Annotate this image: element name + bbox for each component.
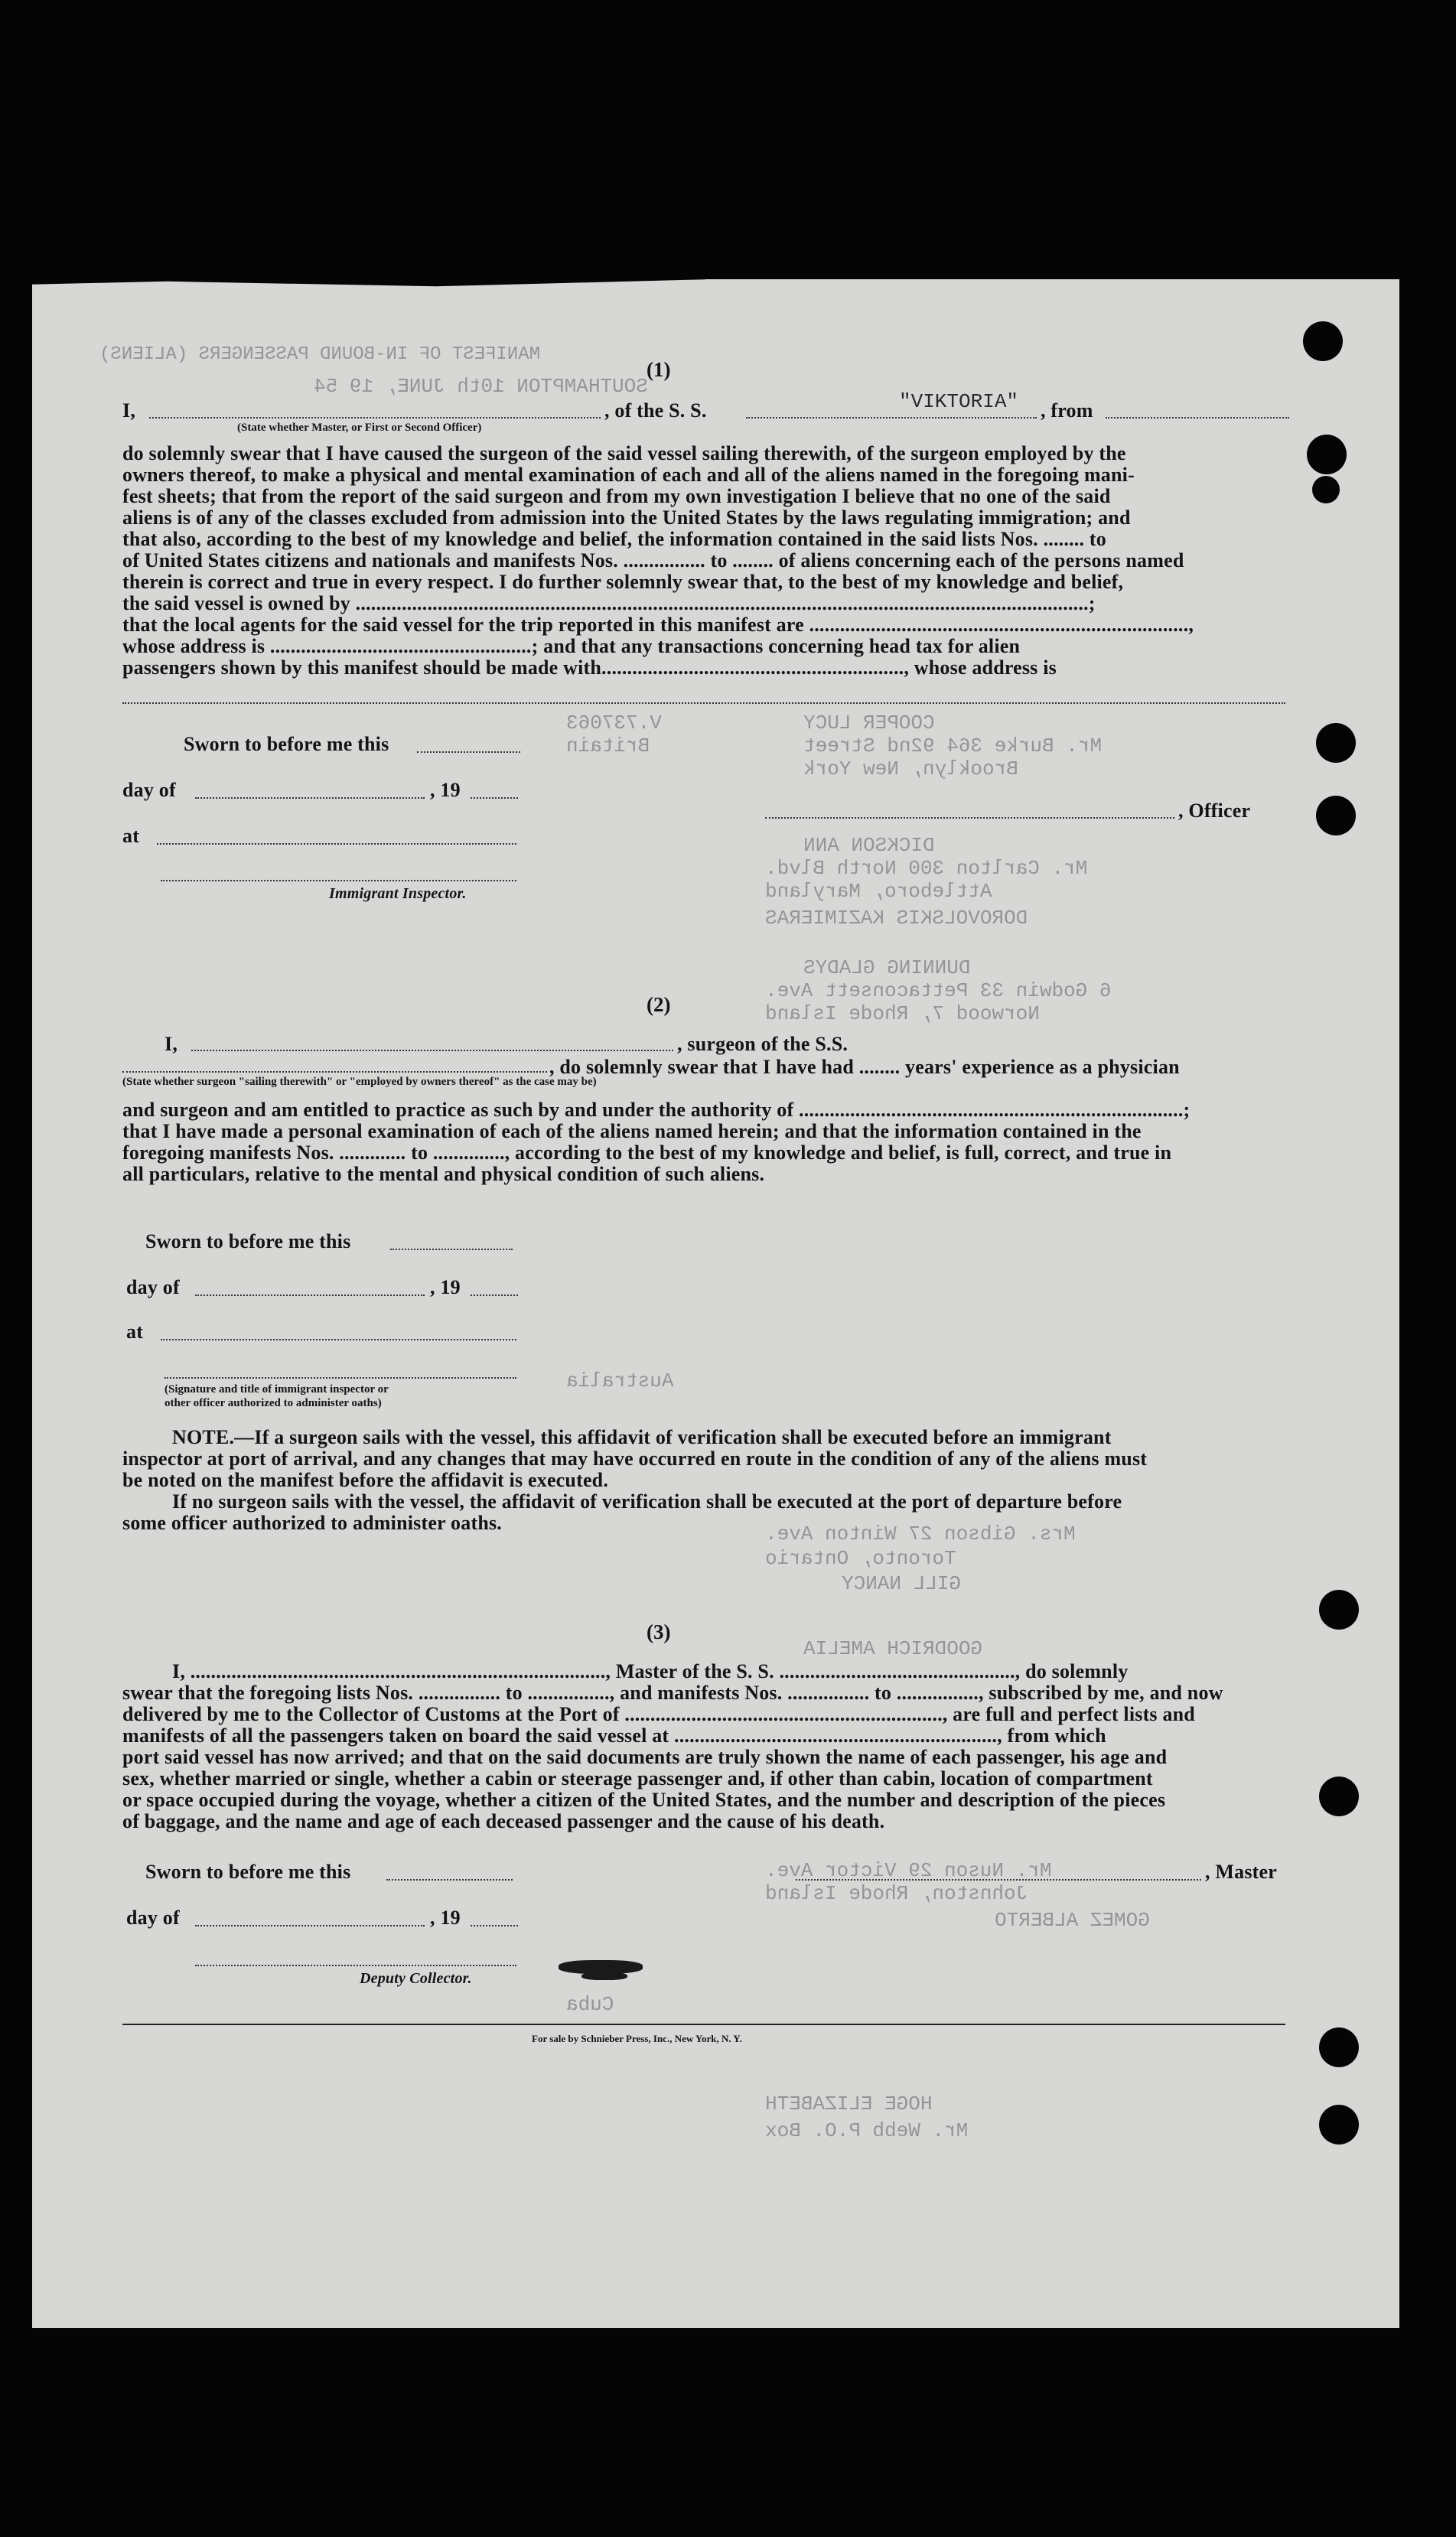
- sworn-place-field[interactable]: [161, 1339, 516, 1340]
- punch-hole: [1316, 796, 1356, 835]
- bleed-through-text: DOROVOLSKIS KAZIMIERAS: [765, 907, 1028, 930]
- inspector-signature-field[interactable]: [164, 1377, 516, 1379]
- sworn-label: Sworn to before me this: [145, 1861, 351, 1883]
- bleed-through-text: Mr. Burke 364 92nd Street: [803, 734, 1103, 757]
- oath-text: passengers shown by this manifest should be made with..........................................................., whose address is: [122, 656, 1057, 679]
- oath-text: swear that the foregoing lists Nos. ................ to ................, and manifests Nos. ................ to ................, subscribed by me, and now: [122, 1682, 1223, 1704]
- year-label: , 19: [430, 1907, 461, 1929]
- sworn-year-field[interactable]: [471, 1295, 518, 1296]
- section-number: (2): [647, 993, 671, 1016]
- bleed-through-text: SOUTHAMPTON 10th JUNE, 19 54: [314, 375, 648, 398]
- bottom-rule: [122, 2024, 1285, 2025]
- master-label: , Master: [1205, 1861, 1277, 1883]
- bleed-through-text: HOGE ELIZABETH: [765, 2092, 933, 2115]
- surgeon-of-label: , surgeon of the S.S.: [677, 1033, 849, 1055]
- oath-text: of baggage, and the name and age of each deceased passenger and the cause of his death.: [122, 1810, 885, 1832]
- bleed-through-text: Mrs. Gibson 27 Winton Ave.: [765, 1523, 1076, 1545]
- signature-line[interactable]: [122, 702, 1285, 704]
- day-of-label: day of: [126, 1276, 180, 1298]
- oath-opening: I,: [164, 1033, 178, 1055]
- master-signature-field[interactable]: [796, 1879, 1201, 1881]
- note-text: NOTE.—If a surgeon sails with the vessel, this affidavit of verification shall be executed before an immigrant: [172, 1426, 1112, 1448]
- note-text: If no surgeon sails with the vessel, the affidavit of verification shall be executed at the port of departure before: [172, 1490, 1122, 1513]
- oath-text: port said vessel has now arrived; and that on the said documents are truly shown the name of each passenger, his age and: [122, 1746, 1168, 1768]
- oath-text: that the local agents for the said vessel for the trip reported in this manifest are ..........................................................................,: [122, 614, 1194, 636]
- punch-hole: [1319, 2105, 1359, 2145]
- from-port-field[interactable]: [1106, 417, 1289, 418]
- sworn-month-field[interactable]: [195, 1925, 425, 1926]
- note-text: some officer authorized to administer oaths.: [122, 1512, 502, 1534]
- at-label: at: [126, 1321, 144, 1343]
- bleed-through-text: Mr. Webb P.O. Box: [765, 2119, 969, 2142]
- surgeon-status-note: (State whether surgeon "sailing therewith" or "employed by owners thereof" as the case may be): [122, 1076, 597, 1088]
- oath-text: that I have made a personal examination of each of the aliens named herein; and that the information contained in the: [122, 1120, 1142, 1142]
- punch-hole: [1319, 1590, 1359, 1630]
- bleed-through-text: Attleboro, Maryland: [765, 880, 992, 903]
- sworn-day-field[interactable]: [417, 751, 520, 753]
- bleed-through-text: Norwood 7, Rhode Island: [765, 1002, 1040, 1025]
- sworn-day-field[interactable]: [386, 1879, 513, 1881]
- punch-hole: [1316, 723, 1356, 763]
- bleed-through-text: Cuba: [566, 1993, 614, 2016]
- ship-name-field[interactable]: [746, 417, 1037, 418]
- punch-hole: [1319, 1777, 1359, 1816]
- day-of-label: day of: [126, 1907, 180, 1929]
- ship-name: "VIKTORIA": [899, 390, 1019, 413]
- sworn-label: Sworn to before me this: [145, 1230, 351, 1252]
- officer-rank-note: (State whether Master, or First or Second Officer): [237, 422, 482, 434]
- inspector-title: Immigrant Inspector.: [329, 885, 467, 902]
- oath-text: that also, according to the best of my knowledge and belief, the information contained in the said lists Nos. ........ to: [122, 528, 1106, 550]
- oath-text: of United States citizens and nationals and manifests Nos. ................ to ........ of aliens concerning each of the persons named: [122, 549, 1184, 572]
- bleed-through-text: GILL NANCY: [842, 1572, 962, 1595]
- ink-smudge: [581, 1972, 627, 1980]
- punch-hole: [1307, 435, 1347, 474]
- bleed-through-text: COOPER LUCY: [803, 712, 935, 734]
- bleed-through-text: Mr. Carlton 300 North Blvd.: [765, 857, 1088, 880]
- year-label: , 19: [430, 779, 461, 801]
- bleed-through-text: Toronto, Ontario: [765, 1547, 956, 1570]
- bleed-through-text: Johnston, Rhode Island: [765, 1882, 1028, 1905]
- sworn-label: Sworn to before me this: [184, 733, 389, 755]
- bleed-through-text: DICKSON ANN: [803, 834, 935, 857]
- sworn-month-field[interactable]: [195, 797, 425, 799]
- section-number: (3): [647, 1620, 671, 1643]
- punch-hole: [1312, 476, 1340, 503]
- sworn-month-field[interactable]: [195, 1295, 425, 1296]
- collector-signature-field[interactable]: [195, 1965, 516, 1966]
- oath-text: fest sheets; that from the report of the said surgeon and from my own investigation I believe that no one of the said: [122, 485, 1111, 507]
- oath-text: the said vessel is owned by ...............................................................................................................................................;: [122, 592, 1096, 614]
- oath-text: do solemnly swear that I have caused the surgeon of the said vessel sailing therewith, of the surgeon employed by the: [122, 442, 1126, 464]
- bleed-through-text: Australia: [566, 1369, 674, 1392]
- surgeon-name-field[interactable]: [191, 1050, 673, 1051]
- bleed-through-text: 6 Godwin 33 Pettaconsett Ave.: [765, 979, 1112, 1002]
- oath-text: , do solemnly swear that I have had ........ years' experience as a physician: [549, 1056, 1180, 1078]
- bleed-through-text: Britain: [566, 734, 650, 757]
- sworn-day-field[interactable]: [390, 1249, 513, 1250]
- oath-text: whose address is ...................................................; and that any transactions concerning head tax for alien: [122, 635, 1021, 657]
- oath-text: aliens is of any of the classes excluded from admission into the United States by the laws regulating immigration; and: [122, 506, 1131, 529]
- oath-text: sex, whether married or single, whether a cabin or steerage passenger and, if other than cabin, location of compartment: [122, 1767, 1153, 1790]
- oath-text: foregoing manifests Nos. ............. to .............., according to the best of my knowledge and belief, is full, correct, and true in: [122, 1141, 1172, 1164]
- of-ss-label: , of the S. S.: [604, 399, 707, 422]
- surgeon-ship-field[interactable]: [122, 1071, 547, 1073]
- sworn-year-field[interactable]: [471, 797, 518, 799]
- punch-hole: [1319, 2027, 1359, 2067]
- collector-title: Deputy Collector.: [360, 1970, 472, 1987]
- bleed-through-text: V.737063: [566, 712, 662, 734]
- at-label: at: [122, 825, 140, 847]
- officer-name-field[interactable]: [149, 417, 601, 418]
- officer-label: , Officer: [1178, 800, 1251, 822]
- sworn-place-field[interactable]: [157, 843, 516, 845]
- bleed-through-text: GOODRICH AMELIA: [803, 1637, 983, 1660]
- section-number: (1): [647, 358, 671, 381]
- bleed-through-text: MANIFEST OF IN-BOUND PASSENGERS (ALIENS): [99, 344, 541, 365]
- bleed-through-text: Brooklyn, New York: [803, 757, 1018, 780]
- oath-text: all particulars, relative to the mental and physical condition of such aliens.: [122, 1163, 765, 1185]
- punch-hole: [1303, 321, 1343, 361]
- note-text: be noted on the manifest before the affidavit is executed.: [122, 1469, 609, 1491]
- inspector-signature-field[interactable]: [161, 880, 516, 881]
- oath-text: I, ................................................................................., Master of the S. S. .............................................., do solemnly: [172, 1660, 1129, 1682]
- sworn-year-field[interactable]: [471, 1925, 518, 1926]
- oath-text: manifests of all the passengers taken on board the said vessel at ..............................................................., from which: [122, 1724, 1106, 1747]
- bleed-through-text: Mr. Nuson 29 Victor Ave.: [765, 1859, 1052, 1882]
- oath-text: or space occupied during the voyage, whether a citizen of the United States, and the number and description of the pieces: [122, 1789, 1166, 1811]
- from-label: , from: [1041, 399, 1093, 422]
- oath-opening: I,: [122, 399, 136, 422]
- oath-text: therein is correct and true in every respect. I do further solemnly swear that, to the best of my knowledge and belief,: [122, 571, 1124, 593]
- inspector-signature-note: other officer authorized to administer oaths): [164, 1397, 382, 1409]
- oath-text: owners thereof, to make a physical and mental examination of each and all of the aliens named in the foregoing mani-: [122, 464, 1135, 486]
- day-of-label: day of: [122, 779, 176, 801]
- inspector-signature-note: (Signature and title of immigrant inspector or: [164, 1383, 389, 1396]
- oath-text: and surgeon and am entitled to practice as such by and under the authority of ...........................................................................;: [122, 1099, 1191, 1121]
- year-label: , 19: [430, 1276, 461, 1298]
- officer-signature-field[interactable]: [765, 817, 1174, 819]
- note-text: inspector at port of arrival, and any changes that may have occurred en route in the condition of any of the aliens must: [122, 1448, 1148, 1470]
- bleed-through-text: DUNNING GLADYS: [803, 956, 971, 979]
- oath-text: delivered by me to the Collector of Customs at the Port of .............................................................., are full and perfect lists and: [122, 1703, 1195, 1725]
- printer-credit: For sale by Schnieber Press, Inc., New York, N. Y.: [532, 2033, 742, 2044]
- bleed-through-text: GOMEZ ALBERTO: [995, 1909, 1150, 1932]
